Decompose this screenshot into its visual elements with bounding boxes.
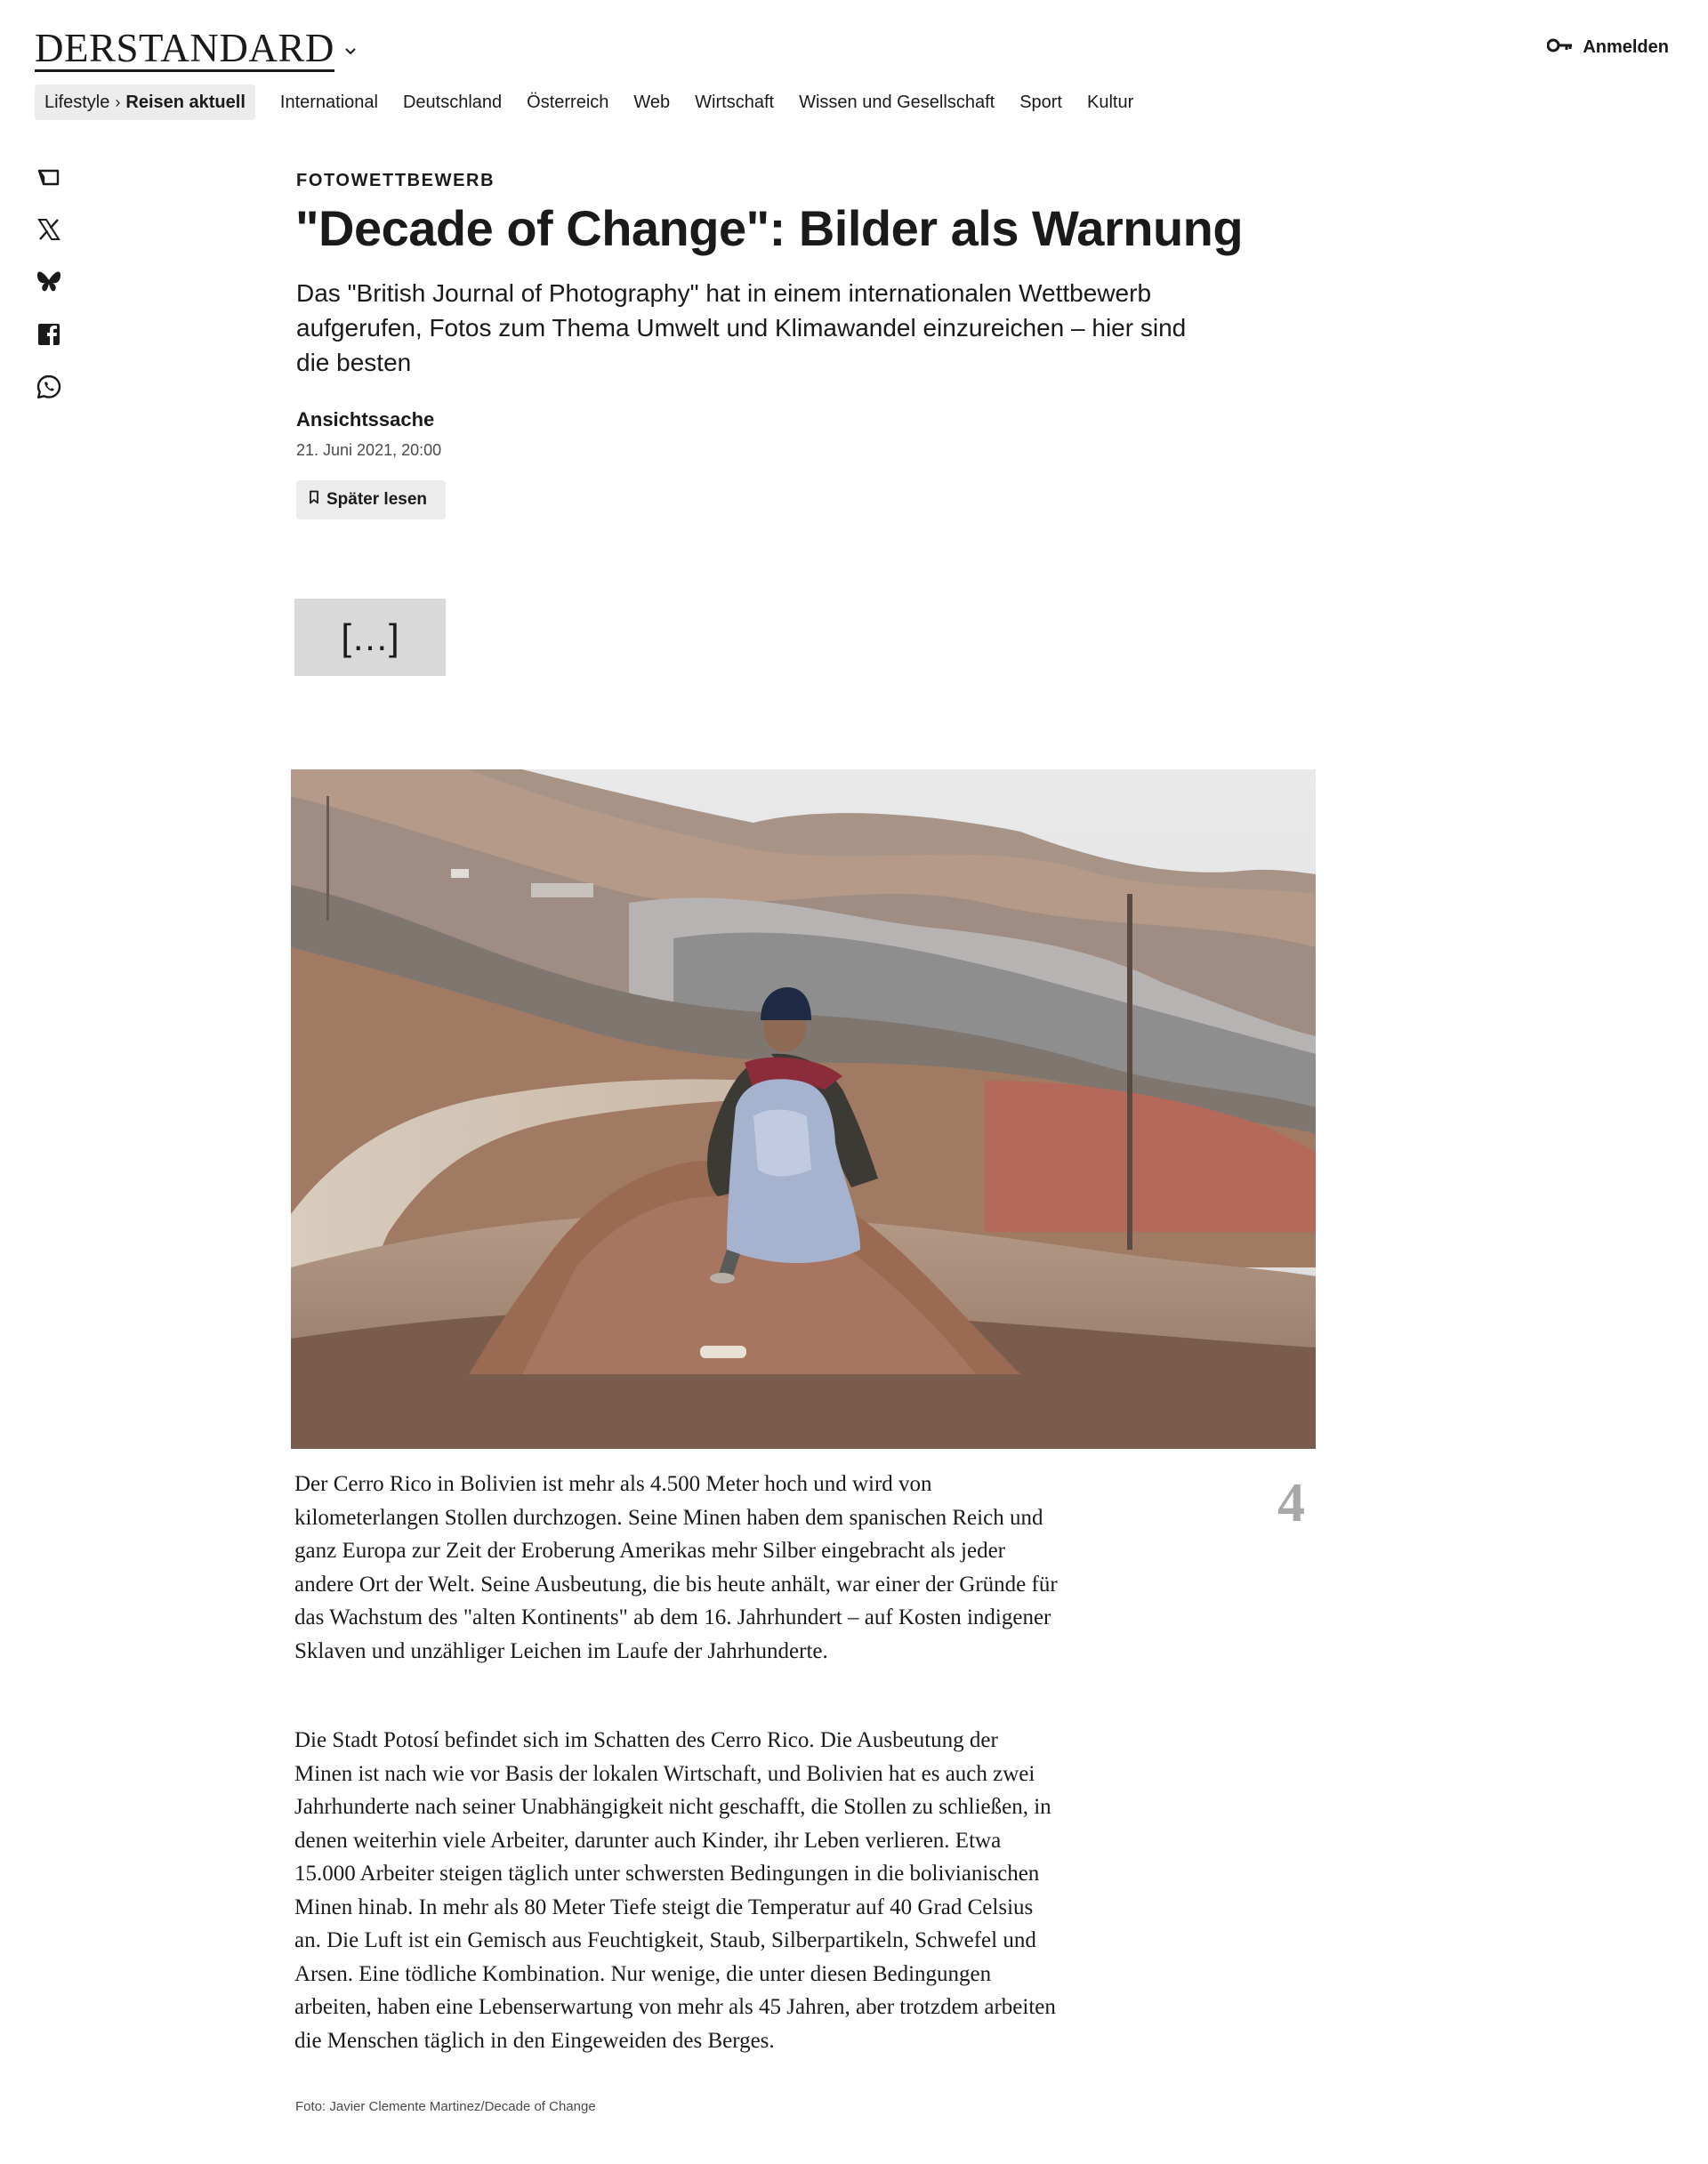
cerro-rico-photo xyxy=(291,769,1316,1449)
bookmark-icon xyxy=(309,490,319,510)
nav-item-wirtschaft[interactable]: Wirtschaft xyxy=(695,92,775,112)
share-rail xyxy=(35,163,63,401)
gallery-caption-paragraph: Der Cerro Rico in Bolivien ist mehr als 4.500 Meter hoch und wird von kilometerlangen Stollen durchzogen. Seine Minen haben dem spanischen Reich und ganz Europa zur Zeit der Eroberung Amerikas mehr Silber eingebracht als jeder andere Ort der Welt. Seine Ausbeutung, die bis heute anhält, war einer der Gründe für das Wachstum des "alten Kontinents" ab dem 16. Jahrhundert – auf Kosten indigener Sklaven und unzähliger Leichen im Laufe der Jahrhunderte. xyxy=(294,1472,1058,1663)
nav-item-kultur[interactable]: Kultur xyxy=(1087,92,1134,112)
nav-item-web[interactable]: Web xyxy=(633,92,671,112)
login-label: Anmelden xyxy=(1583,37,1669,57)
nav-item-oesterreich[interactable]: Österreich xyxy=(527,92,609,112)
facebook-icon[interactable] xyxy=(35,320,63,349)
key-icon xyxy=(1547,37,1574,58)
nav-item-deutschland[interactable]: Deutschland xyxy=(402,92,503,112)
article-title: "Decade of Change": Bilder als Warnung xyxy=(295,200,1244,256)
article-lead: Das "British Journal of Photography" hat in einem internationalen Wettbewerb aufgerufen, Fotos zum Thema Umwelt und Klimawandel einzureichen – hier sind die besten xyxy=(296,279,1187,376)
nav-item-international[interactable]: International xyxy=(279,92,378,112)
breadcrumb-lifestyle[interactable]: Lifestyle xyxy=(44,92,110,112)
elided-content-placeholder: […] xyxy=(294,599,446,676)
section-nav xyxy=(35,84,1133,120)
chevron-down-icon[interactable] xyxy=(342,43,359,60)
share-icon[interactable] xyxy=(35,163,63,191)
breadcrumb xyxy=(35,84,255,120)
gallery-page-number: 4 xyxy=(1277,1473,1305,1533)
breadcrumb-separator: › xyxy=(115,93,121,111)
article-date: 21. Juni 2021, 20:00 xyxy=(296,441,442,459)
photo-credit: Foto: Javier Clemente Martinez/Decade of Change xyxy=(295,2099,596,2114)
nav-item-sport[interactable]: Sport xyxy=(1019,92,1062,112)
read-later-label: Später lesen xyxy=(326,490,427,509)
article-author[interactable]: Ansichtssache xyxy=(296,408,435,430)
breadcrumb-reisen-aktuell[interactable]: Reisen aktuell xyxy=(125,92,246,112)
nav-item-wissen-und-gesellschaft[interactable]: Wissen und Gesellschaft xyxy=(799,92,995,112)
gallery-photo[interactable] xyxy=(291,769,1316,1449)
site-logo[interactable] xyxy=(35,27,334,73)
whatsapp-icon[interactable] xyxy=(35,373,63,401)
article-kicker: FOTOWETTBEWERB xyxy=(296,171,495,190)
login-button[interactable] xyxy=(1547,37,1669,58)
read-later-button[interactable] xyxy=(296,480,446,519)
x-icon[interactable] xyxy=(35,215,63,244)
logo-wordmark: DERSTANDARD xyxy=(35,26,334,70)
bluesky-icon[interactable] xyxy=(35,268,63,296)
gallery-caption-paragraph: Die Stadt Potosí befindet sich im Schatten des Cerro Rico. Die Ausbeutung der Minen ist nach wie vor Basis der lokalen Wirtschaft, und Bolivien hat es auch zwei Jahrhunderte nach seiner Unabhängigkeit nicht geschafft, die Stollen zu schließen, in denen weiterhin viele Arbeiter, darunter auch Kinder, ihr Leben verlieren. Etwa 15.000 Arbeiter steigen täglich unter schwersten Bedingungen in die bolivianischen Minen hinab. In mehr als 80 Meter Tiefe steigt die Temperatur auf 40 Grad Celsius an. Die Luft ist ein Gemisch aus Feuchtigkeit, Staub, Silberpartikeln, Schwefel und Arsen. Eine tödliche Kombination. Nur wenige, die unter diesen Bedingungen arbeiten, haben eine Lebenserwartung von mehr als 45 Jahren, aber trotzdem arbeiten die Menschen täglich in den Eingeweiden des Berges. xyxy=(294,1728,1056,2053)
